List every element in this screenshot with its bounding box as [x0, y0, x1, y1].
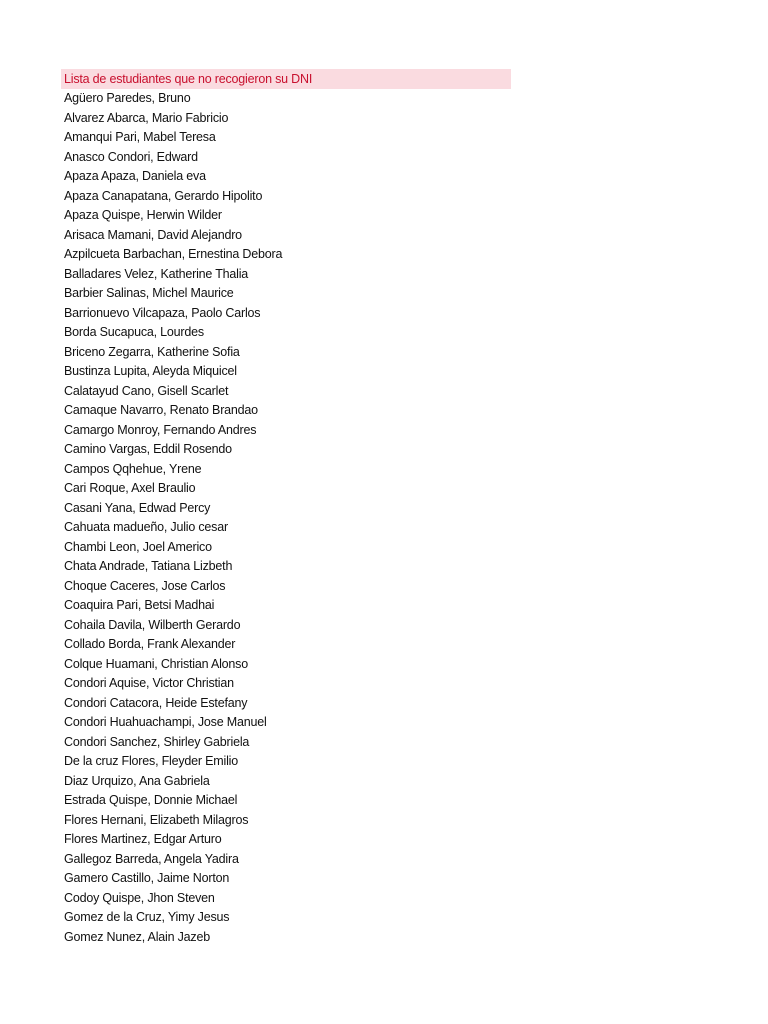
list-item: Flores Martinez, Edgar Arturo	[64, 832, 222, 846]
list-item: Bustinza Lupita, Aleyda Miquicel	[64, 364, 237, 378]
list-item: Barbier Salinas, Michel Maurice	[64, 286, 234, 300]
list-item: Amanqui Pari, Mabel Teresa	[64, 130, 216, 144]
list-item: Colque Huamani, Christian Alonso	[64, 656, 248, 671]
list-item: Condori Aquise, Victor Christian	[64, 676, 234, 690]
list-item: Diaz Urquizo, Ana Gabriela	[64, 773, 210, 788]
list-item: Azpilcueta Barbachan, Ernestina Debora	[64, 247, 283, 261]
list-item: Condori Catacora, Heide Estefany	[64, 695, 248, 710]
list-item: Apaza Quispe, Herwin Wilder	[64, 208, 222, 222]
list-item: Flores Hernani, Elizabeth Milagros	[64, 812, 249, 827]
list-title: Lista de estudiantes que no recogieron su DNI	[64, 72, 313, 86]
list-item: Gallegoz Barreda, Angela Yadira	[64, 851, 239, 866]
list-item: De la cruz Flores, Fleyder Emilio	[64, 754, 239, 768]
list-item: Collado Borda, Frank Alexander	[64, 637, 236, 651]
list-item: Apaza Canapatana, Gerardo Hipolito	[64, 188, 263, 203]
list-item: Gomez de la Cruz, Yimy Jesus	[64, 910, 230, 924]
list-item: Alvarez Abarca, Mario Fabricio	[64, 110, 229, 125]
list-item: Coaquira Pari, Betsi Madhai	[64, 598, 215, 612]
list-item: Gamero Castillo, Jaime Norton	[64, 871, 230, 885]
list-item: Briceno Zegarra, Katherine Sofia	[64, 344, 240, 359]
student-list-sheet	[61, 69, 511, 947]
list-header	[61, 69, 511, 89]
student-name-list	[61, 89, 511, 947]
list-item: Cari Roque, Axel Braulio	[64, 481, 196, 495]
list-item: Camaque Navarro, Renato Brandao	[64, 403, 258, 417]
list-item: Cahuata madueño, Julio cesar	[64, 520, 228, 534]
list-item: Balladares Velez, Katherine Thalia	[64, 266, 249, 281]
list-item: Camino Vargas, Eddil Rosendo	[64, 442, 232, 456]
list-item: Condori Huahuachampi, Jose Manuel	[64, 715, 267, 729]
list-item: Camargo Monroy, Fernando Andres	[64, 422, 257, 437]
list-item: Campos Qqhehue, Yrene	[64, 461, 202, 476]
list-item: Codoy Quispe, Jhon Steven	[64, 890, 215, 905]
list-item: Chambi Leon, Joel Americo	[64, 539, 212, 554]
list-item: Casani Yana, Edwad Percy	[64, 500, 211, 515]
list-item: Estrada Quispe, Donnie Michael	[64, 793, 238, 807]
list-item: Cohaila Davila, Wilberth Gerardo	[64, 617, 241, 632]
list-item: Apaza Apaza, Daniela eva	[64, 169, 206, 183]
list-item: Condori Sanchez, Shirley Gabriela	[64, 734, 250, 749]
list-item: Agüero Paredes, Bruno	[64, 91, 191, 105]
list-item: Barrionuevo Vilcapaza, Paolo Carlos	[64, 305, 261, 320]
list-item: Borda Sucapuca, Lourdes	[64, 325, 204, 339]
list-item: Anasco Condori, Edward	[64, 149, 198, 164]
list-item: Arisaca Mamani, David Alejandro	[64, 227, 242, 242]
list-item: Chata Andrade, Tatiana Lizbeth	[64, 559, 233, 573]
list-item: Choque Caceres, Jose Carlos	[64, 578, 226, 593]
list-item: Gomez Nunez, Alain Jazeb	[64, 929, 210, 944]
list-item: Calatayud Cano, Gisell Scarlet	[64, 383, 229, 398]
